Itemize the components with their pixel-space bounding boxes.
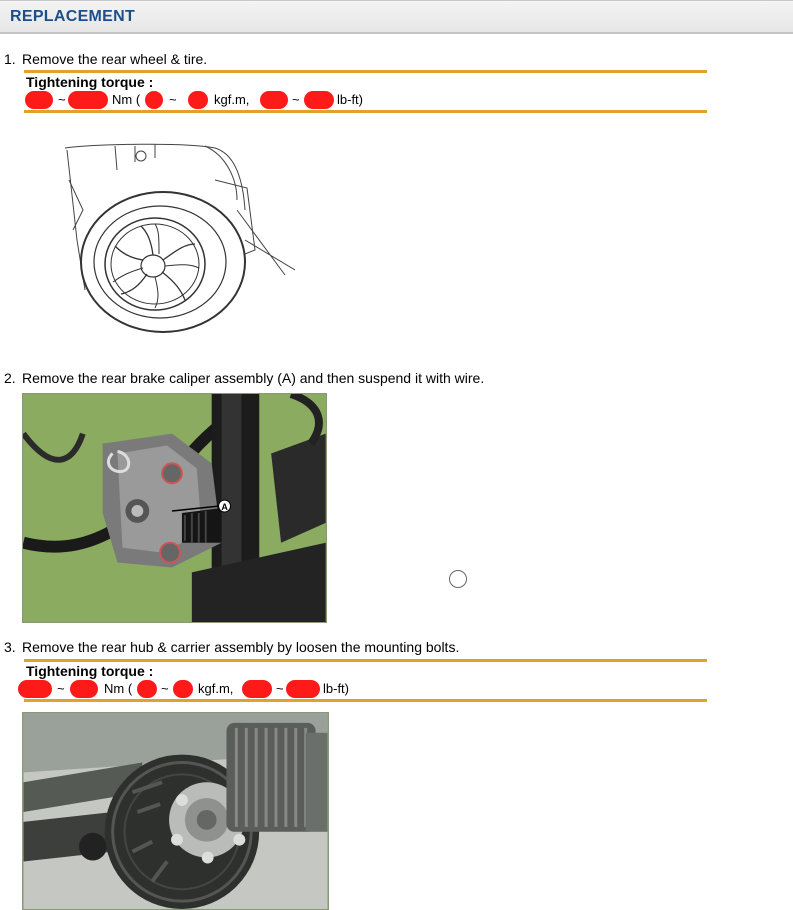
redaction-mark [188, 91, 208, 109]
circle-icon [449, 570, 467, 588]
page-title: REPLACEMENT [10, 8, 136, 25]
hub-carrier-photo [22, 712, 329, 910]
torque-box-1 [24, 70, 707, 113]
redaction-mark [145, 91, 163, 109]
torque-unit-nm: Nm ( [104, 681, 133, 696]
redaction-mark [286, 680, 320, 698]
redaction-mark [242, 680, 272, 698]
torque-unit-lbft: lb-ft) [323, 681, 349, 696]
redaction-mark [25, 91, 53, 109]
step-2-text: Remove the rear brake caliper assembly (A) and then suspend it with wire. [22, 370, 485, 386]
torque-label-3: Tightening torque : [26, 663, 154, 679]
step-3 [4, 639, 459, 655]
step-1-number: 1. [4, 51, 16, 67]
redaction-mark [68, 91, 108, 109]
torque-tilde: ~ [276, 681, 284, 696]
step-1-text: Remove the rear wheel & tire. [22, 51, 208, 67]
redaction-mark [304, 91, 334, 109]
torque-box-3 [24, 659, 707, 702]
section-header [0, 0, 793, 34]
torque-tilde: ~ [161, 681, 169, 696]
redaction-mark [18, 680, 52, 698]
redaction-mark [260, 91, 288, 109]
redaction-mark [137, 680, 157, 698]
torque-tilde: ~ [57, 681, 65, 696]
redaction-mark [70, 680, 98, 698]
wheel-tire-illustration [55, 140, 295, 340]
torque-label-1: Tightening torque : [26, 74, 154, 90]
callout-a-label: A [221, 501, 228, 512]
torque-unit-kgfm: kgf.m, [214, 92, 250, 107]
step-2-number: 2. [4, 370, 16, 386]
step-2 [4, 370, 484, 386]
redaction-mark [173, 680, 193, 698]
step-3-number: 3. [4, 639, 16, 655]
torque-tilde: ~ [292, 92, 300, 107]
torque-unit-nm: Nm ( [112, 92, 141, 107]
step-3-text: Remove the rear hub & carrier assembly by loosen the mounting bolts. [22, 639, 460, 655]
torque-unit-kgfm: kgf.m, [198, 681, 234, 696]
torque-tilde: ~ [58, 92, 66, 107]
step-1 [4, 51, 207, 67]
brake-caliper-photo [22, 393, 327, 623]
torque-unit-lbft: lb-ft) [337, 92, 363, 107]
torque-tilde: ~ [169, 92, 177, 107]
